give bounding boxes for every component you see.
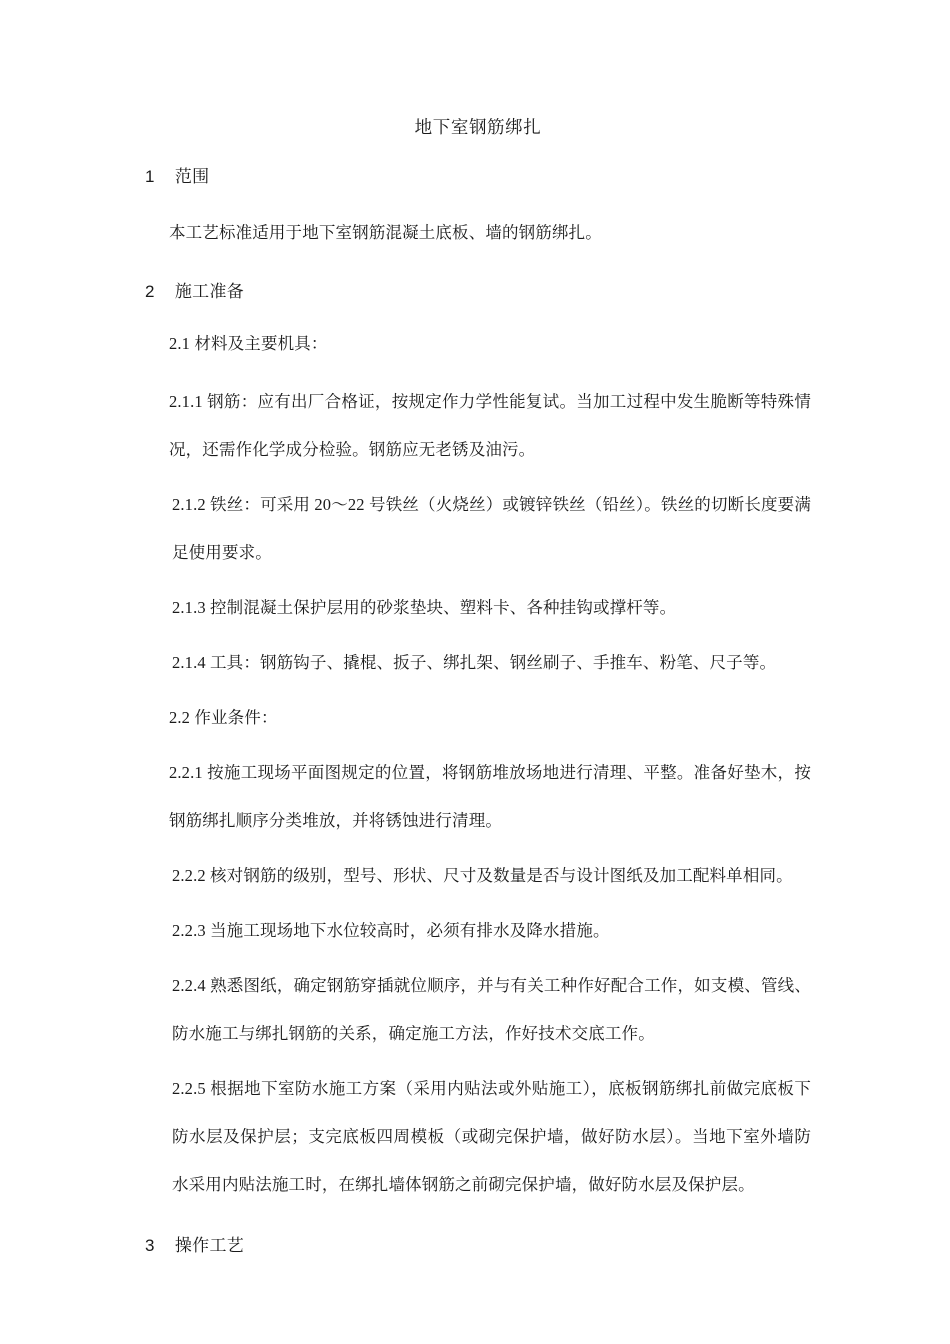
item-2-2-2: 2.2.2 核对钢筋的级别，型号、形状、尺寸及数量是否与设计图纸及加工配料单相同。 — [172, 865, 793, 885]
item-2-1-2: 2.1.2 铁丝：可采用 20～22 号铁丝（火烧丝）或镀锌铁丝（铅丝）。铁丝的切断长度要满足使用要求。 — [172, 494, 811, 562]
item-2-2-5: 2.2.5 根据地下室防水施工方案（采用内贴法或外贴施工），底板钢筋绑扎前做完底板下防水层及保护层；支完底板四周模板（或砌完保护墙，做好防水层）。当地下室外墙防水采用内贴法施工时，在绑扎墙体钢筋之前砌完保护墙，做好防水层及保护层。 — [172, 1078, 811, 1194]
item-2-2-4: 2.2.4 熟悉图纸，确定钢筋穿插就位顺序，并与有关工种作好配合工作，如支模、管线、防水施工与绑扎钢筋的关系，确定施工方法，作好技术交底工作。 — [172, 975, 811, 1043]
subsection-heading-2-2: 2.2 作业条件： — [169, 707, 278, 727]
section-1-body: 本工艺标准适用于地下室钢筋混凝土底板、墙的钢筋绑扎。 — [169, 222, 602, 242]
section-heading-3: 3 操作工艺 — [145, 1235, 245, 1255]
document-content — [145, 0, 811, 1256]
item-2-2-1: 2.2.1 按施工现场平面图规定的位置，将钢筋堆放场地进行清理、平整。准备好垫木，按钢筋绑扎顺序分类堆放，并将锈蚀进行清理。 — [169, 762, 811, 830]
document-title: 地下室钢筋绑扎 — [414, 117, 542, 137]
subsection-heading-2-1: 2.1 材料及主要机具： — [169, 333, 328, 353]
item-2-1-4: 2.1.4 工具：钢筋钩子、撬棍、扳子、绑扎架、钢丝刷子、手推车、粉笔、尺子等。 — [172, 652, 777, 672]
item-2-1-1: 2.1.1 钢筋：应有出厂合格证，按规定作力学性能复试。当加工过程中发生脆断等特殊情况，还需作化学成分检验。钢筋应无老锈及油污。 — [169, 391, 811, 459]
section-heading-1: 1 范围 — [145, 166, 210, 186]
item-2-1-3: 2.1.3 控制混凝土保护层用的砂浆垫块、塑料卡、各种挂钩或撑杆等。 — [172, 597, 677, 617]
section-heading-2: 2 施工准备 — [145, 281, 245, 301]
item-2-2-3: 2.2.3 当施工现场地下水位较高时，必须有排水及降水措施。 — [172, 920, 610, 940]
